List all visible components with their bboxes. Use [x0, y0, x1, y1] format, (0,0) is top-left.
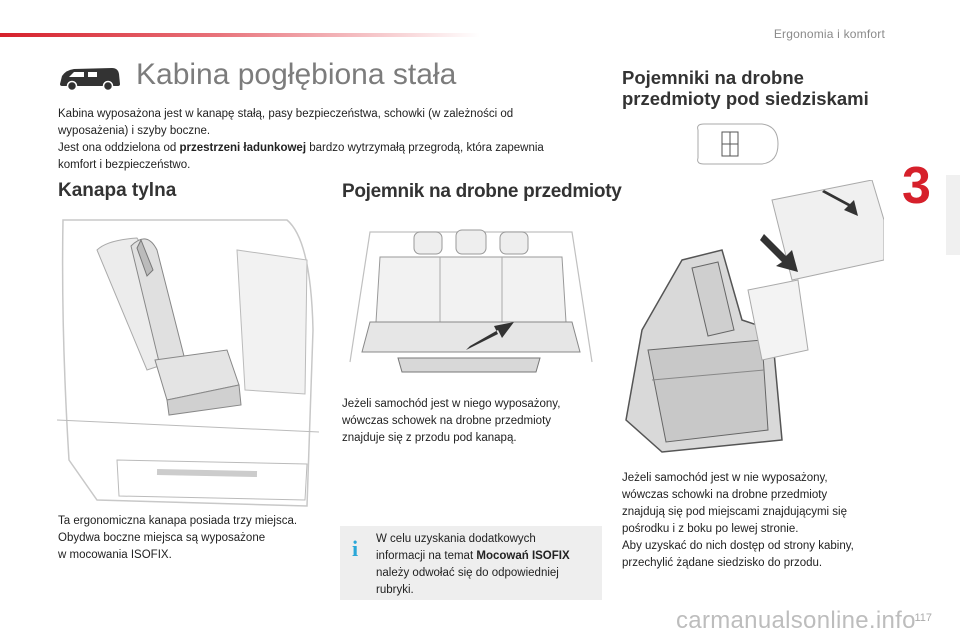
intro-text: bardzo wytrzymałą przegrodą, która zapewnia: [306, 142, 544, 154]
heading-line: Pojemniki na drobne: [622, 67, 804, 88]
text-line: W celu uzyskania dodatkowych: [376, 533, 536, 545]
text-line: Jeżeli samochód jest w nie wyposażony,: [622, 472, 828, 484]
intro-paragraph: [58, 106, 598, 174]
text-line: w mocowania ISOFIX.: [58, 549, 172, 561]
watermark: carmanualsonline.info: [676, 607, 916, 634]
rear-bench-illustration: [57, 210, 319, 512]
text-line: Obydwa boczne miejsca są wyposażone: [58, 532, 266, 544]
info-icon: i: [352, 536, 359, 561]
page-title: Kabina pogłębiona stała: [136, 58, 457, 91]
info-text-part: informacji na temat: [376, 550, 477, 562]
text-line: pośrodku i z boku po lewej stronie.: [622, 523, 799, 535]
text-line: Aby uzyskać do nich dostęp od strony kabiny,: [622, 540, 854, 552]
text-line: należy odwołać się do odpowiedniej: [376, 567, 559, 579]
intro-line: wyposażenia) i szyby boczne.: [58, 125, 211, 137]
van-icon: [58, 64, 122, 92]
text-line: przechylić żądane siedzisko do przodu.: [622, 557, 823, 569]
heading-small-items-tray: Pojemnik na drobne przedmioty: [342, 181, 622, 202]
info-link-term: Mocowań ISOFIX: [476, 550, 570, 562]
heading-line: przedmioty pod siedziskami: [622, 88, 869, 109]
front-tray-description: [342, 396, 592, 447]
header-accent-bar: [0, 33, 480, 37]
text-line: [376, 548, 596, 565]
vehicle-top-view-icon: [692, 122, 780, 166]
under-seat-storage-description: [622, 470, 892, 572]
chapter-tab: [946, 175, 960, 255]
text-line: wówczas schowki na drobne przedmioty: [622, 489, 828, 501]
text-line: znajdują się pod miejscami znajdującymi się: [622, 506, 847, 518]
heading-rear-bench: Kanapa tylna: [58, 180, 177, 201]
info-text: [376, 531, 596, 599]
intro-line: [58, 140, 598, 157]
intro-line: Kabina wyposażona jest w kanapę stałą, pasy bezpieczeństwa, schowki (w zależności od: [58, 108, 514, 120]
intro-line: komfort i bezpieczeństwo.: [58, 159, 191, 171]
text-line: znajduje się z przodu pod kanapą.: [342, 432, 517, 444]
text-line: wówczas schowek na drobne przedmioty: [342, 415, 552, 427]
chapter-number: 3: [902, 157, 931, 215]
text-line: Ta ergonomiczna kanapa posiada trzy miejsca.: [58, 515, 298, 527]
page-number: 117: [914, 612, 932, 624]
text-line: Jeżeli samochód jest w niego wyposażony,: [342, 398, 561, 410]
intro-text: Jest ona oddzielona od: [58, 142, 180, 154]
section-label: Ergonomia i komfort: [773, 27, 885, 41]
front-tray-illustration: [340, 212, 602, 387]
intro-bold-term: przestrzeni ładunkowej: [179, 142, 307, 154]
under-seat-storage-illustration: [622, 180, 884, 455]
text-line: rubryki.: [376, 584, 414, 596]
rear-bench-description: [58, 513, 328, 564]
heading-under-seat-storage: [622, 67, 902, 109]
